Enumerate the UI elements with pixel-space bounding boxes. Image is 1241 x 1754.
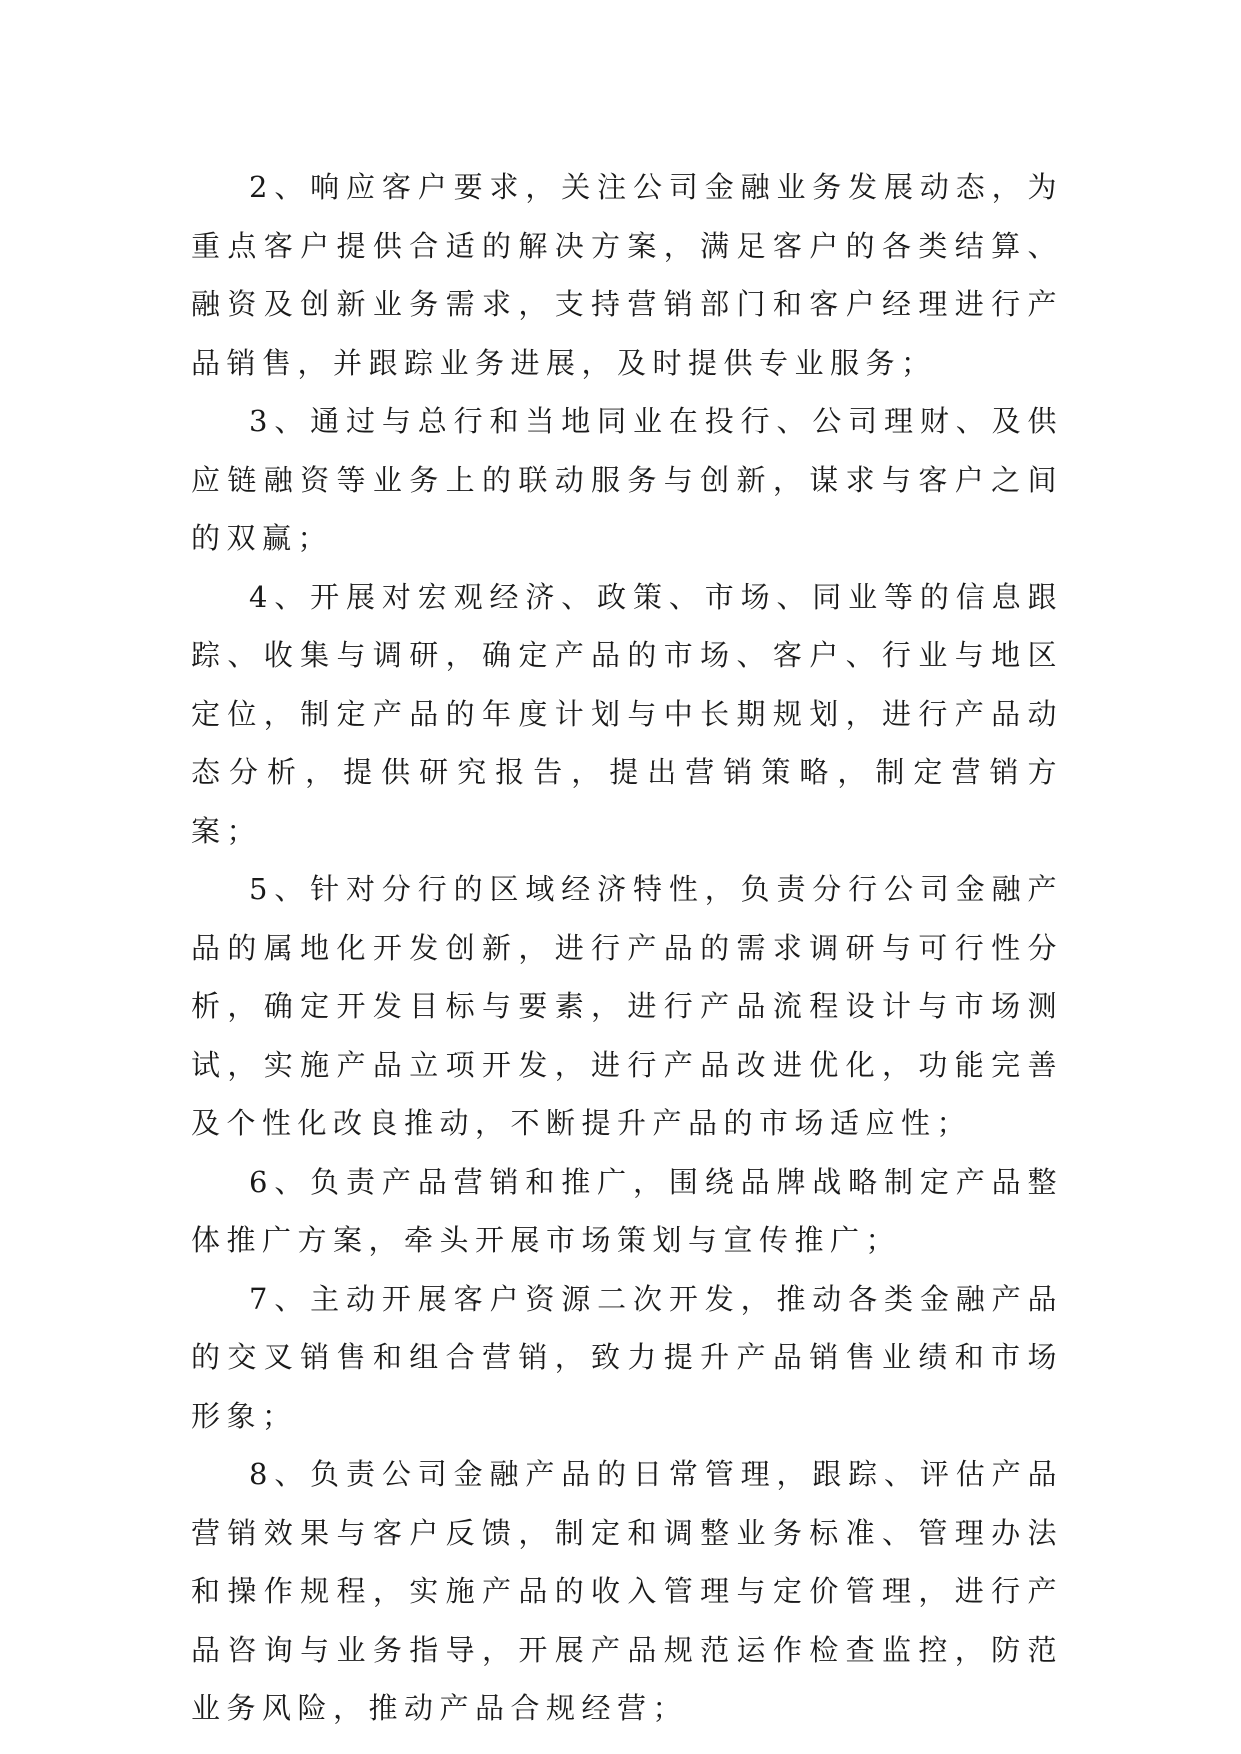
paragraph-item-4: 4、开展对宏观经济、政策、市场、同业等的信息跟踪、收集与调研，确定产品的市场、客户、行业与地区定位，制定产品的年度计划与中长期规划，进行产品动态分析，提供研究报告，提出营销策略，制定营销方案； xyxy=(191,579,1063,848)
paragraph-item-8: 8、负责公司金融产品的日常管理，跟踪、评估产品营销效果与客户反馈，制定和调整业务标准、管理办法和操作规程，实施产品的收入管理与定价管理，进行产品咨询与业务指导，开展产品规范运作检查监控，防范业务风险，推动产品合规经营； xyxy=(191,1457,1063,1725)
paragraph-item-5: 5、针对分行的区域经济特性，负责分行公司金融产品的属地化开发创新，进行产品的需求调研与可行性分析，确定开发目标与要素，进行产品流程设计与市场测试，实施产品立项开发，进行产品改进优化，功能完善及个性化改良推动，不断提升产品的市场适应性； xyxy=(191,872,1063,1140)
paragraph-item-6: 6、负责产品营销和推广，围绕品牌战略制定产品整体推广方案，牵头开展市场策划与宣传推广； xyxy=(191,1164,1063,1257)
paragraph-item-2: 2、响应客户要求，关注公司金融业务发展动态，为重点客户提供合适的解决方案，满足客户的各类结算、融资及创新业务需求，支持营销部门和客户经理进行产品销售，并跟踪业务进展，及时提供专业服务； xyxy=(191,170,1063,380)
document-page xyxy=(191,158,1063,1738)
paragraph-item-7: 7、主动开展客户资源二次开发，推动各类金融产品的交叉销售和组合营销，致力提升产品销售业绩和市场形象； xyxy=(191,1281,1063,1433)
paragraph-item-3: 3、通过与总行和当地同业在投行、公司理财、及供应链融资等业务上的联动服务与创新，谋求与客户之间的双赢； xyxy=(191,404,1063,555)
